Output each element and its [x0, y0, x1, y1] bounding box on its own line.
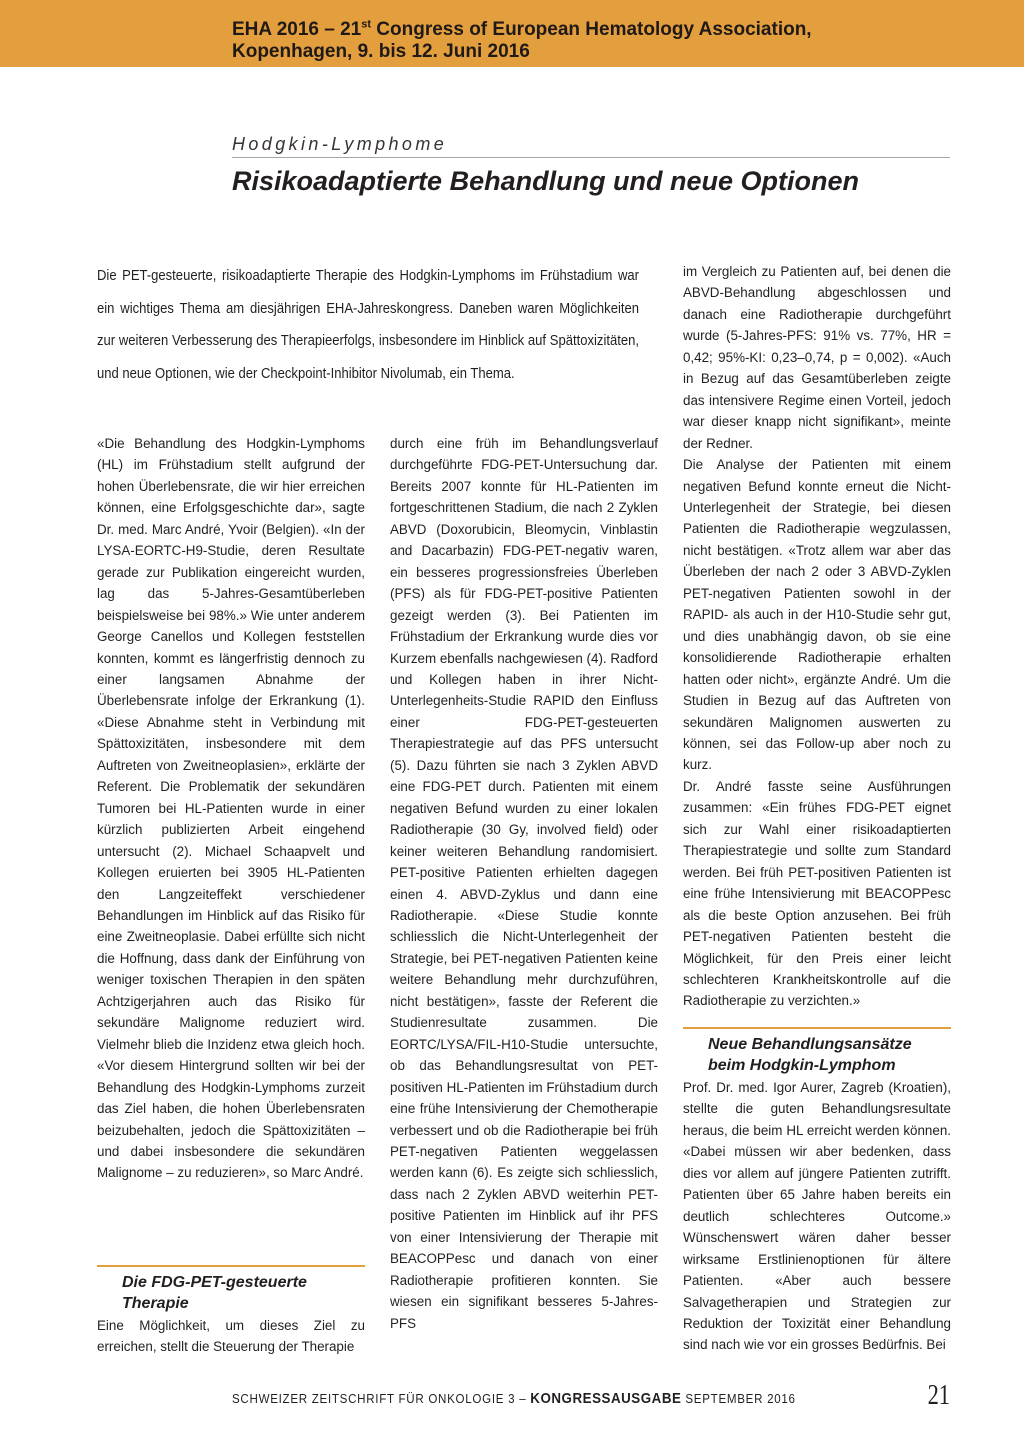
subheading-line-2: Therapie	[122, 1295, 189, 1312]
column-3	[683, 261, 951, 1012]
column-3-continued	[683, 1077, 951, 1356]
column-2	[390, 433, 658, 1334]
subheading-rule	[683, 1027, 951, 1029]
banner-line2: Kopenhagen, 9. bis 12. Juni 2016	[232, 41, 530, 62]
issue-date: SEPTEMBER 2016	[681, 1391, 796, 1406]
banner-title	[232, 19, 1012, 63]
page-number: 21	[927, 1380, 950, 1411]
col1-paragraph-1: «Die Behandlung des Hodgkin-Lymphoms (HL) im Frühstadium stellt aufgrund der hohen Überlebensrate, die wir hier erreichen können, eine Erfolgsgeschichte dar», sagte Dr. med. Marc André, Yvoir (Belgien). «In der LYSA-EORTC-H9-Studie, deren Resultate gerade zur Publikation eingereicht wurden, lag das 5-Jahres-Gesamtüberleben beispielsweise bei 98%.» Wie unter anderem George Canellos und Kollegen feststellen konnten, kommt es längerfristig dennoch zu einer langsamen Abnahme der Überlebensrate infolge der Erkrankung (1). «Diese Abnahme steht in Verbindung mit Spättoxizitäten, insbesondere mit dem Auftreten von Zweitneoplasien», erklärte der Referent. Die Problematik der sekundären Tumoren bei HL-Patienten wurde in einer kürzlich publizierten Arbeit eingehend untersucht (2). Michael Schaapvelt und Kollegen eruierten bei 3905 HL-Patienten den Langzeiteffekt verschiedener Behandlungen im Hinblick auf das Risiko für eine Zweitneoplasie. Dabei erfüllte sich nicht die Hoffnung, dass dank der Einführung von weniger toxischen Therapien in den späten Achtzigerjahren auch das Risiko für sekundäre Malignome reduziert wird. Vielmehr blieb die Inzidenz etwa gleich hoch. «Vor diesem Hintergrund sollten wir bei der Behandlung des Hodgkin-Lymphoms zurzeit das Ziel haben, die hohen Überlebensraten beizubehalten, jedoch die Spättoxizitäten – und dabei insbesondere die sekundären Malignome – zu reduzieren», so Marc André.	[97, 436, 365, 1181]
article-title: Risikoadaptierte Behandlung und neue Optionen	[232, 166, 860, 196]
banner-line1-pre: EHA 2016 – 21	[232, 19, 362, 40]
column-1-continued	[97, 1315, 365, 1358]
subheading-line-2: beim Hodgkin-Lymphom	[708, 1057, 896, 1074]
col3-paragraph-2: Die Analyse der Patienten mit einem negativen Befund konnte erneut die Nicht-Unterlegenheit der Strategie, bei diesen Patienten die Radiotherapie wegzulassen, nicht bestätigen. «Trotz allem war aber das Überleben der nach 2 oder 3 ABVD-Zyklen PET-negativen Patienten sowohl in der RAPID- als auch in der H10-Studie sehr gut, und dies unabhängig davon, ob sie eine konsolidierende Radiotherapie erhalten hatten oder nicht», ergänzte André. Um die Studien in Bezug auf das Auftreten von sekundären Malignomen auswerten zu können, sei das Follow-up aber noch zu kurz.	[683, 457, 951, 773]
kicker-divider	[232, 157, 950, 158]
subheading-title	[683, 1034, 951, 1076]
subheading-neue-ansaetze	[683, 1027, 951, 1076]
subheading-fdg-pet	[97, 1265, 365, 1314]
article-kicker: Hodgkin-Lymphome	[232, 134, 448, 154]
journal-name: SCHWEIZER ZEITSCHRIFT FÜR ONKOLOGIE 3 –	[232, 1391, 531, 1406]
page-footer	[232, 1380, 952, 1416]
article-lead: Die PET-gesteuerte, risikoadaptierte Therapie des Hodgkin-Lymphoms im Frühstadium war ein wichtiges Thema am diesjährigen EHA-Jahreskongress. Daneben waren Möglichkeiten zur weiteren Verbesserung des Therapieerfolgs, insbesondere im Hinblick auf Spättoxizitäten, und neue Optionen, wie der Checkpoint-Inhibitor Nivolumab, ein Thema.	[97, 267, 640, 382]
journal-line	[232, 1390, 796, 1407]
col2-paragraph-1: durch eine früh im Behandlungsverlauf durchgeführte FDG-PET-Untersuchung dar. Bereits 2007 konnte für HL-Patienten im fortgeschrittenen Stadium, die nach 2 Zyklen ABVD (Doxorubicin, Bleomycin, Vinblastin and Dacarbazin) FDG-PET-negativ waren, ein besseres progressionsfreies Überleben (PFS) als für FDG-PET-positive Patienten gezeigt werden (3). Bei Patienten im Frühstadium der Erkrankung wurde dies vor Kurzem ebenfalls nachgewiesen (4). Radford und Kollegen haben in ihrer Nicht-Unterlegenheits-Studie RAPID den Einfluss einer FDG-PET-gesteuerten Therapiestrategie auf das PFS untersucht (5). Dazu führten sie nach 3 Zyklen ABVD eine FDG-PET durch. Patienten mit einem negativen Befund wurden zu einer lokalen Radiotherapie (30 Gy, involved field) oder keiner weiteren Behandlung randomisiert. PET-positive Patienten erhielten dagegen einen 4. ABVD-Zyklus und dann eine Radiotherapie. «Diese Studie konnte schliesslich die Nicht-Unterlegenheit der Strategie, bei PET-negativen Patienten keine weitere Behandlung mehr durchzuführen, nicht bestätigen», fasste der Referent die Studienresultate zusammen. Die EORTC/LYSA/FIL-H10-Studie untersuchte, ob das Behandlungsresultat von PET-positiven HL-Patienten im Frühstadium durch eine frühe Intensivierung der Chemotherapie verbessert und ob die Radiotherapie bei früh PET-negativen Patienten weggelassen werden kann (6). Es zeigte sich schliesslich, dass nach 2 Zyklen ABVD weiterhin PET-positive Patienten im Hinblick auf ihr PFS von einer Intensivierung der Therapie mit BEACOPPesc und danach von einer Radiotherapie profitieren konnten. Sie wiesen ein signifikant besseres 5-Jahres-PFS	[390, 436, 658, 1331]
subheading-line-1: Neue Behandlungsansätze	[708, 1036, 912, 1053]
col1-paragraph-2: Eine Möglichkeit, um dieses Ziel zu erreichen, stellt die Steuerung der Therapie	[97, 1318, 365, 1355]
col3-paragraph-4: Prof. Dr. med. Igor Aurer, Zagreb (Kroatien), stellte die guten Behandlungsresultate heraus, die beim HL erreicht werden können. «Dabei müssen wir aber bedenken, dass dies vor allem auf jüngere Patienten zutrifft. Patienten über 65 Jahre haben bereits ein deutlich schlechteres Outcome.» Wünschenswert wären daher besser wirksame Erstlinienoptionen für ältere Patienten. «Aber auch bessere Salvagetherapien und Strategien zur Reduktion der Toxizität einer Behandlung sind nach wie vor ein grosses Bedürfnis. Bei	[683, 1080, 951, 1353]
col3-paragraph-3: Dr. André fasste seine Ausführungen zusammen: «Ein frühes FDG-PET eignet sich zur Wahl einer risikoadaptierten Therapiestrategie und sollte zum Standard werden. Bei früh PET-positiven Patienten ist eine frühe Intensivierung mit BEACOPPesc als die beste Option anzusehen. Bei früh PET-negativen Patienten besteht die Möglichkeit, für den Preis einer leicht schlechteren Krankheitskontrolle auf die Radiotherapie zu verzichten.»	[683, 778, 951, 1009]
banner-line1-sup: st	[361, 18, 371, 31]
banner-line1-post: Congress of European Hematology Association,	[371, 19, 812, 40]
congress-banner	[0, 0, 1024, 67]
subheading-title	[97, 1272, 365, 1314]
subheading-rule	[97, 1265, 365, 1267]
subheading-line-1: Die FDG-PET-gesteuerte	[122, 1274, 307, 1291]
column-1	[97, 433, 365, 1184]
col3-paragraph-1: im Vergleich zu Patienten auf, bei denen die ABVD-Behandlung abgeschlossen und danach eine Radiotherapie durchgeführt wurde (5-Jahres-PFS: 91% vs. 77%, HR = 0,42; 95%-KI: 0,23–0,74, p = 0,002). «Auch in Bezug auf das Gesamtüberleben zeigte das intensivere Regime einen Vorteil, jedoch war dieser knapp nicht signifikant», meinte der Redner.	[683, 264, 951, 451]
edition-label: KONGRESSAUSGABE	[530, 1390, 682, 1407]
